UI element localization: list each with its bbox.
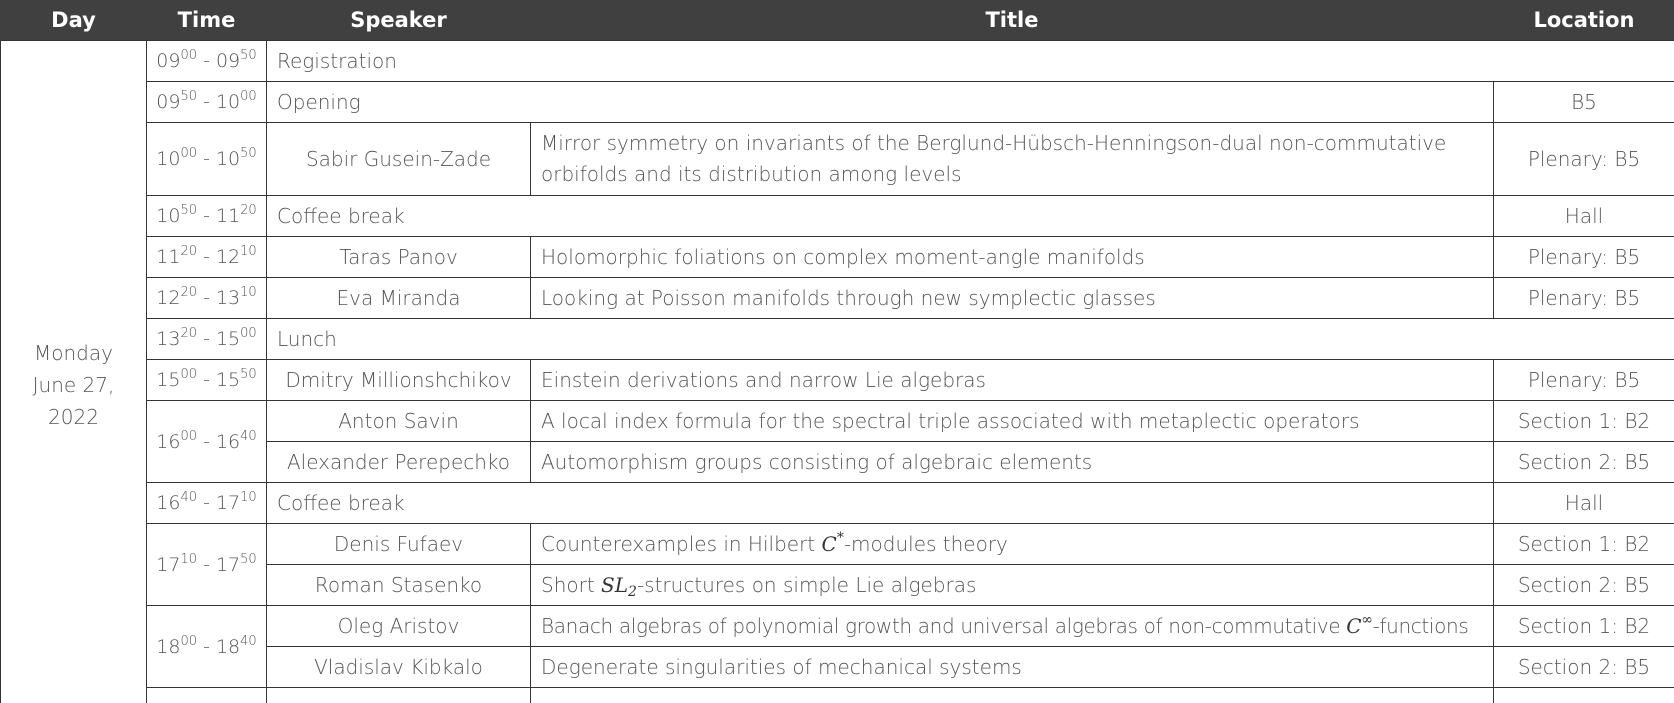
math-sl2: $SL_2$ (601, 573, 637, 600)
table-row (1, 123, 1674, 196)
title-cell: Looking at Poisson manifolds through new symplectic glasses (531, 278, 1494, 319)
time-cell: $10^{00} - 10^{50}$ (147, 123, 267, 196)
table-row (1, 278, 1674, 319)
math-c-infinity: C∞ (1346, 612, 1373, 638)
speaker-cell: Denis Fufaev (267, 524, 531, 565)
title-cell: Short $SL_2$-structures on simple Lie algebras (531, 565, 1494, 606)
time-cell: $10^{50} - 11^{20}$ (147, 196, 267, 237)
table-row (1, 196, 1674, 237)
location-cell (1494, 688, 1674, 703)
title-cell (531, 688, 1494, 703)
location-cell: Section 2: B5 (1494, 565, 1674, 606)
header-speaker: Speaker (267, 0, 531, 41)
event-cell: Registration (267, 41, 1674, 82)
location-cell: Section 2: B5 (1494, 442, 1674, 483)
location-cell: Hall (1494, 196, 1674, 237)
location-cell: Section 1: B2 (1494, 524, 1674, 565)
table-row (1, 82, 1674, 123)
location-cell: Plenary: B5 (1494, 237, 1674, 278)
table-header (1, 0, 1674, 41)
table-row (1, 606, 1674, 647)
time-cell: $11^{20} - 12^{10}$ (147, 237, 267, 278)
time-cell: $15^{00} - 15^{50}$ (147, 360, 267, 401)
time-cell: $16^{00} - 16^{40}$ (147, 401, 267, 483)
time-cell (147, 688, 267, 703)
speaker-cell: Sabir Gusein-Zade (267, 123, 531, 196)
location-cell: Plenary: B5 (1494, 360, 1674, 401)
speaker-cell (267, 688, 531, 703)
header-day: Day (1, 0, 147, 41)
speaker-cell: Taras Panov (267, 237, 531, 278)
day-weekday: Monday (34, 340, 113, 365)
header-time: Time (147, 0, 267, 41)
table-row (1, 237, 1674, 278)
location-cell: Plenary: B5 (1494, 278, 1674, 319)
location-cell: Plenary: B5 (1494, 123, 1674, 196)
time-cell: $17^{10} - 17^{50}$ (147, 524, 267, 606)
speaker-cell: Eva Miranda (267, 278, 531, 319)
time-cell: $12^{20} - 13^{10}$ (147, 278, 267, 319)
title-cell: Counterexamples in Hilbert C*-modules theory (531, 524, 1494, 565)
header-title: Title (531, 0, 1494, 41)
location-cell: Section 1: B2 (1494, 606, 1674, 647)
table-row (1, 41, 1674, 82)
event-cell: Coffee break (267, 483, 1494, 524)
table-row (1, 319, 1674, 360)
speaker-cell: Alexander Perepechko (267, 442, 531, 483)
speaker-cell: Dmitry Millionshchikov (267, 360, 531, 401)
time-cell: $18^{00} - 18^{40}$ (147, 606, 267, 688)
header-location: Location (1494, 0, 1674, 41)
title-cell: Degenerate singularities of mechanical systems (531, 647, 1494, 688)
table-row (1, 524, 1674, 565)
title-cell: Mirror symmetry on invariants of the Berglund-Hübsch-Henningson-dual non-commutative orbifolds and its distribution among levels (531, 123, 1494, 196)
table-row (1, 401, 1674, 442)
math-c-star: C* (821, 530, 844, 556)
title-cell: Einstein derivations and narrow Lie algebras (531, 360, 1494, 401)
speaker-cell: Roman Stasenko (267, 565, 531, 606)
day-cell (1, 41, 147, 703)
location-cell: B5 (1494, 82, 1674, 123)
time-cell: $13^{20} - 15^{00}$ (147, 319, 267, 360)
title-cell: Holomorphic foliations on complex moment-angle manifolds (531, 237, 1494, 278)
time-cell: $16^{40} - 17^{10}$ (147, 483, 267, 524)
location-cell: Hall (1494, 483, 1674, 524)
time-cell: $09^{00} - 09^{50}$ (147, 41, 267, 82)
speaker-cell: Anton Savin (267, 401, 531, 442)
event-cell: Lunch (267, 319, 1674, 360)
location-cell: Section 1: B2 (1494, 401, 1674, 442)
table-body (1, 41, 1674, 703)
location-cell: Section 2: B5 (1494, 647, 1674, 688)
event-cell: Opening (267, 82, 1494, 123)
event-cell: Coffee break (267, 196, 1494, 237)
time-cell: $09^{50} - 10^{00}$ (147, 82, 267, 123)
table-row-partial (1, 688, 1674, 703)
day-date: June 27, (32, 372, 115, 397)
table-row (1, 360, 1674, 401)
day-year: 2022 (48, 404, 99, 429)
header-row (1, 0, 1674, 41)
title-cell: Automorphism groups consisting of algebraic elements (531, 442, 1494, 483)
speaker-cell: Oleg Aristov (267, 606, 531, 647)
title-cell: A local index formula for the spectral triple associated with metaplectic operators (531, 401, 1494, 442)
title-cell: Banach algebras of polynomial growth and universal algebras of non-commutative C∞-functions (531, 606, 1494, 647)
table-row (1, 483, 1674, 524)
speaker-cell: Vladislav Kibkalo (267, 647, 531, 688)
